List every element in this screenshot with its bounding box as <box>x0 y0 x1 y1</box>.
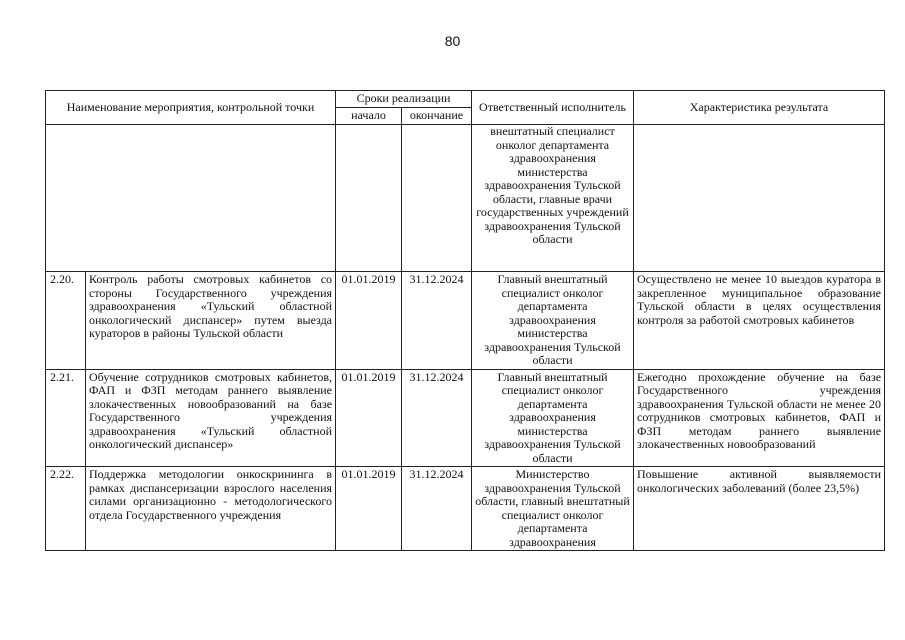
cell-start: 01.01.2019 <box>336 467 402 551</box>
cell-end <box>402 125 472 272</box>
header-result: Характеристика результата <box>634 91 885 125</box>
header-start: начало <box>336 108 402 125</box>
cell-name: Поддержка методологии онкоскрининга в рамках диспансеризации взрослого населения силами организационно - методологического отдела Государственного учреждения <box>86 467 336 551</box>
cell-start <box>336 125 402 272</box>
cell-result: Ежегодно прохождение обучение на базе Государственного учреждения здравоохранения Тульской области не менее 20 сотрудников смотровых кабинетов, ФАП и ФЗП методам раннего выявление злокачественных новообразований <box>634 369 885 467</box>
cell-end: 31.12.2024 <box>402 369 472 467</box>
cell-start: 01.01.2019 <box>336 369 402 467</box>
cell-end: 31.12.2024 <box>402 467 472 551</box>
cell-responsible: Главный внештатный специалист онколог департамента здравоохранения министерства здравоохранения Тульской области <box>472 369 634 467</box>
header-end: окончание <box>402 108 472 125</box>
cell-result: Повышение активной выявляемости онкологических заболеваний (более 23,5%) <box>634 467 885 551</box>
header-dates: Сроки реализации <box>336 91 472 108</box>
header-responsible: Ответственный исполнитель <box>472 91 634 125</box>
table-row <box>46 467 885 551</box>
plan-table <box>45 90 885 551</box>
table-row <box>46 369 885 467</box>
cell-start: 01.01.2019 <box>336 272 402 370</box>
cell-responsible: внештатный специалист онколог департамента здравоохранения министерства здравоохранения Тульской области, главные врачи государственных учреждений здравоохранения Тульской области <box>472 125 634 272</box>
cell-name: Контроль работы смотровых кабинетов со стороны Государственного учреждения здравоохранения «Тульский областной онкологический диспансер» путем выезда кураторов в районы Тульской области <box>86 272 336 370</box>
table-row <box>46 272 885 370</box>
table-row-continuation <box>46 125 885 272</box>
cell-num: 2.20. <box>46 272 86 370</box>
cell-result <box>634 125 885 272</box>
cell-name: Обучение сотрудников смотровых кабинетов, ФАП и ФЗП методам раннего выявление злокачественных новообразований на базе Государственного учреждения здравоохранения «Тульский областной онкологический диспансер» <box>86 369 336 467</box>
cell-responsible: Министерство здравоохранения Тульской области, главный внештатный специалист онколог департамента здравоохранения <box>472 467 634 551</box>
cell-num: 2.22. <box>46 467 86 551</box>
cell-result: Осуществлено не менее 10 выездов куратора в закрепленное муниципальное образование Тульской области в целях осуществления контроля за работой смотровых кабинетов <box>634 272 885 370</box>
cell-name <box>46 125 336 272</box>
cell-num: 2.21. <box>46 369 86 467</box>
cell-end: 31.12.2024 <box>402 272 472 370</box>
header-name: Наименование мероприятия, контрольной точки <box>46 91 336 125</box>
cell-responsible: Главный внештатный специалист онколог департамента здравоохранения министерства здравоохранения Тульской области <box>472 272 634 370</box>
page-number: 80 <box>444 33 461 49</box>
